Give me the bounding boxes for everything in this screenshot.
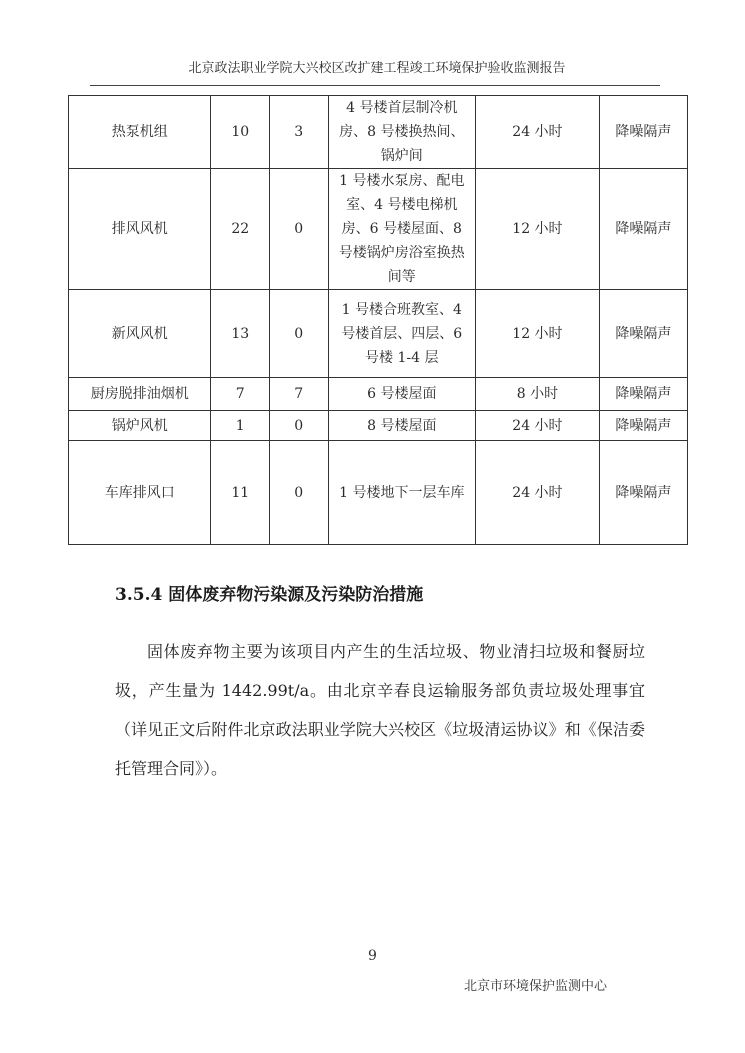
table-cell: 0 [270, 169, 328, 290]
table-cell: 8 号楼屋面 [328, 411, 476, 441]
table-cell: 降噪隔声 [599, 169, 687, 290]
table-cell: 0 [270, 411, 328, 441]
report-header: 北京政法职业学院大兴校区改扩建工程竣工环境保护验收监测报告 [188, 61, 566, 76]
table-row [69, 411, 688, 441]
table-cell: 10 [211, 96, 270, 169]
table-cell: 0 [270, 290, 328, 378]
table-cell: 降噪隔声 [599, 378, 687, 411]
table-cell: 排风风机 [69, 169, 211, 290]
page-number: 9 [368, 948, 377, 964]
table-cell: 4 号楼首层制冷机房、8 号楼换热间、锅炉间 [328, 96, 476, 169]
table-cell: 6 号楼屋面 [328, 378, 476, 411]
table-cell: 1 号楼地下一层车库 [328, 441, 476, 545]
table-cell: 3 [270, 96, 328, 169]
table-cell: 22 [211, 169, 270, 290]
table-cell: 降噪隔声 [599, 96, 687, 169]
table-cell: 24 小时 [476, 96, 600, 169]
table-row [69, 441, 688, 545]
table-cell: 1 号楼水泵房、配电室、4 号楼电梯机房、6 号楼屋面、8 号楼锅炉房浴室换热间等 [328, 169, 476, 290]
table-cell: 24 小时 [476, 441, 600, 545]
table-cell: 车库排风口 [69, 441, 211, 545]
table-cell: 12 小时 [476, 290, 600, 378]
table-cell: 12 小时 [476, 169, 600, 290]
table-cell: 1 [211, 411, 270, 441]
table-row [69, 378, 688, 411]
table-cell: 1 号楼合班教室、4 号楼首层、四层、6 号楼 1-4 层 [328, 290, 476, 378]
table-cell: 锅炉风机 [69, 411, 211, 441]
table-cell: 7 [211, 378, 270, 411]
footer-organization: 北京市环境保护监测中心 [463, 979, 607, 994]
table-row [69, 169, 688, 290]
table-row [69, 96, 688, 169]
header-divider [90, 85, 660, 86]
table-cell: 降噪隔声 [599, 411, 687, 441]
table-cell: 0 [270, 441, 328, 545]
table-cell: 13 [211, 290, 270, 378]
table-cell: 降噪隔声 [599, 441, 687, 545]
table-cell: 7 [270, 378, 328, 411]
section-heading: 3.5.4 固体废弃物污染源及污染防治措施 [115, 585, 424, 605]
table-cell: 24 小时 [476, 411, 600, 441]
table-row [69, 290, 688, 378]
table-cell: 8 小时 [476, 378, 600, 411]
body-paragraph: 固体废弃物主要为该项目内产生的生活垃圾、物业清扫垃圾和餐厨垃圾，产生量为 1442.99t/a。由北京辛春良运输服务部负责垃圾处理事宜（详见正文后附件北京政法职业学院大兴校区《垃圾清运协议》和《保洁委托管理合同》）。 [115, 642, 645, 778]
table-cell: 厨房脱排油烟机 [69, 378, 211, 411]
table-cell: 热泵机组 [69, 96, 211, 169]
table-cell: 降噪隔声 [599, 290, 687, 378]
table-cell: 新风风机 [69, 290, 211, 378]
equipment-table [68, 95, 688, 545]
table-cell: 11 [211, 441, 270, 545]
